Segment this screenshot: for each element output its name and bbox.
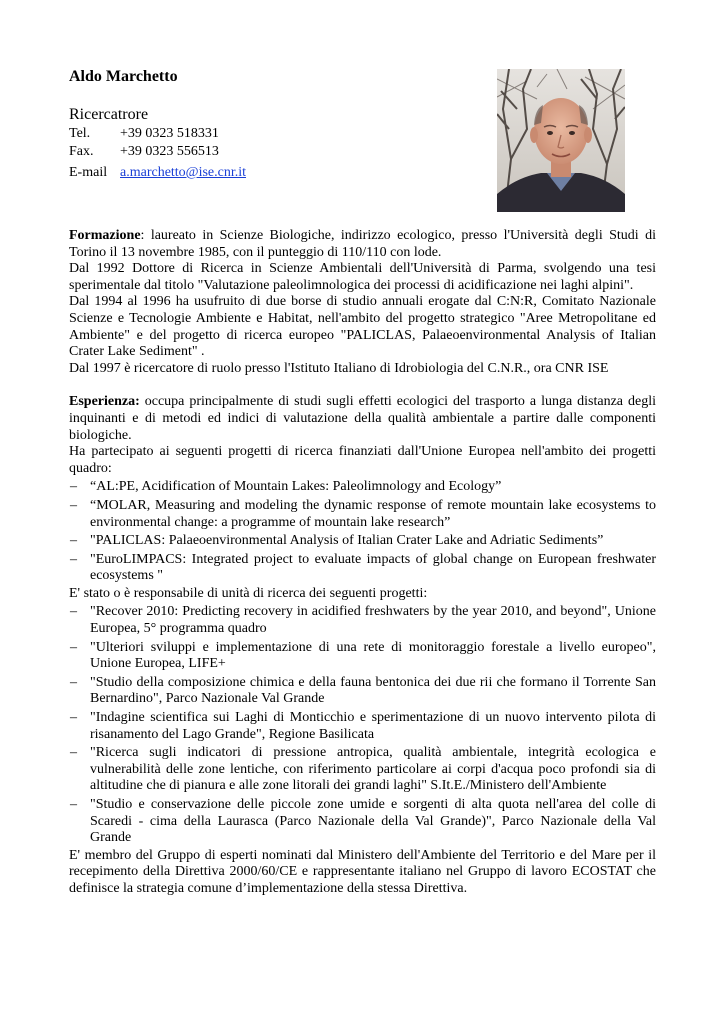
list-bullet: – (70, 497, 77, 513)
list-item (69, 797, 656, 847)
list-bullet: – (70, 479, 77, 495)
email-row (69, 164, 246, 182)
esperienza-text-1: occupa principalmente di studi sugli effetti ecologici del trasporto a lunga distanza degli inquinanti e di metodi ed indici di valutazione della qualità ambientale a partire dalle componenti biologiche. (69, 394, 656, 443)
list-item-text: "Studio e conservazione delle piccole zone umide e sorgenti di alta quota nell'area del colle di Scaredi - cima della Laurasca (Parco Nazionale della Val Grande)", Parco Nazionale della Val Grande (90, 797, 656, 846)
list-bullet: – (70, 797, 77, 812)
list-item (69, 498, 656, 531)
tel-row (69, 125, 219, 143)
unit-projects-list (69, 604, 656, 846)
list-bullet: – (70, 604, 77, 620)
list-item (69, 533, 656, 550)
eu-projects-list (69, 479, 656, 585)
list-item-text: "EuroLIMPACS: Integrated project to evaluate impacts of global change on European freshwater ecosystems " (90, 551, 656, 584)
list-bullet: – (70, 551, 77, 567)
list-item-text: “AL:PE, Acidification of Mountain Lakes: Paleolimnology and Ecology” (90, 479, 502, 495)
list-item (69, 604, 656, 637)
formazione-heading: Formazione (69, 228, 141, 243)
email-link[interactable]: a.marchetto@ise.cnr.it (120, 165, 247, 180)
list-bullet: – (70, 639, 77, 655)
list-item-text: "Indagine scientifica sui Laghi di Monticchio e sperimentazione di un nuovo intervento pilota di risanamento del Lago Grande", Regione Basilicata (90, 710, 656, 742)
formazione-text-3: Dal 1994 al 1996 ha usufruito di due borse di studio annuali erogate dal C:N:R, Comitato Nazionale Scienze e Tecnologie Ambiente e Habitat, nell'ambito del progetto strategico "Aree Metropolitane ed Ambiente" e del progetto di ricerca europeo "PALICLAS, Palaeoenvironmental Analysis of Italian Crater Lake Sediment" . (69, 294, 656, 360)
formazione-text-2: Dal 1992 Dottore di Ricerca in Scienze Ambientali dell'Università di Parma, svolgendo una tesi sperimentale dal titolo "Valutazione paleolimnologica dei processi di acidificazione nei laghi alpini". (69, 261, 656, 293)
list-item (69, 745, 656, 795)
esperienza-heading: Esperienza: (69, 394, 140, 410)
fax-value: +39 0323 556513 (120, 144, 219, 159)
list-item (69, 710, 656, 743)
esperienza-text-4: E' membro del Gruppo di esperti nominati dal Ministero dell'Ambiente del Territorio e del Mare per il recepimento della Direttiva 2000/60/CE e rappresentante italiano nel Gruppo di lavoro ECOSTAT che definisce la strategia comune d’implementazione della stessa Direttiva. (69, 847, 656, 896)
list-item-text: "Recover 2010: Predicting recovery in acidified freshwaters by the year 2010, and beyond", Unione Europea, 5° programma quadro (90, 604, 656, 637)
list-bullet: – (70, 745, 77, 761)
list-bullet: – (70, 674, 77, 690)
formazione-text-1: : laureato in Scienze Biologiche, indirizzo ecologico, presso l'Università degli Studi di Torino il 13 novembre 1985, con il punteggio di 110/110 con lode. (69, 228, 656, 260)
list-item (69, 640, 656, 673)
list-bullet: – (70, 533, 77, 549)
person-role: Ricercatrore (69, 106, 149, 123)
email-label: E-mail (69, 165, 108, 180)
list-item (69, 479, 656, 496)
tel-label: Tel. (69, 126, 91, 141)
fax-row (69, 143, 219, 161)
list-item (69, 552, 656, 585)
list-item-text: "PALICLAS: Palaeoenvironmental Analysis of Italian Crater Lake and Adriatic Sediments” (90, 533, 604, 549)
fax-label: Fax. (69, 144, 94, 159)
esperienza-text-3: E' stato o è responsabile di unità di ricerca dei seguenti progetti: (69, 585, 428, 601)
list-item-text: "Ulteriori sviluppi e implementazione di una rete di monitoraggio forestale a livello europeo", Unione Europea, LIFE+ (90, 639, 656, 672)
list-item-text: "Studio della composizione chimica e della fauna bentonica dei due rii che formano il Torrente San Bernardino", Parco Nazionale Val Grande (90, 674, 656, 707)
person-name: Aldo Marchetto (69, 68, 178, 85)
formazione-paragraph (69, 228, 656, 261)
esperienza-text-2: Ha partecipato ai seguenti progetti di ricerca finanziati dall'Unione Europea nell'ambito dei progetti quadro: (69, 444, 656, 476)
list-item-text: "Ricerca sugli indicatori di pressione antropica, qualità ambientale, integrità ecologica e vulnerabilità delle zone lentiche, con riferimento particolare ai corpi d'acqua poco profondi sia di altitudine che di pianura e alle zone litorali dei grandi laghi" S.It.E./Ministero dell'Ambiente (90, 745, 656, 794)
tel-value: +39 0323 518331 (120, 126, 219, 141)
list-item-text: “MOLAR, Measuring and modeling the dynamic response of remote mountain lake ecosystems to environmental change: a programme of mountain lake research” (90, 497, 656, 530)
section-gap (69, 377, 656, 394)
list-bullet: – (70, 710, 77, 726)
portrait-illustration (497, 69, 625, 212)
portrait-photo (497, 69, 625, 212)
esperienza-paragraph (69, 394, 656, 444)
cv-body (69, 228, 656, 898)
list-item (69, 675, 656, 708)
formazione-text-4: Dal 1997 è ricercatore di ruolo presso l'Istituto Italiano di Idrobiologia del C.N.R., ora CNR ISE (69, 360, 609, 376)
